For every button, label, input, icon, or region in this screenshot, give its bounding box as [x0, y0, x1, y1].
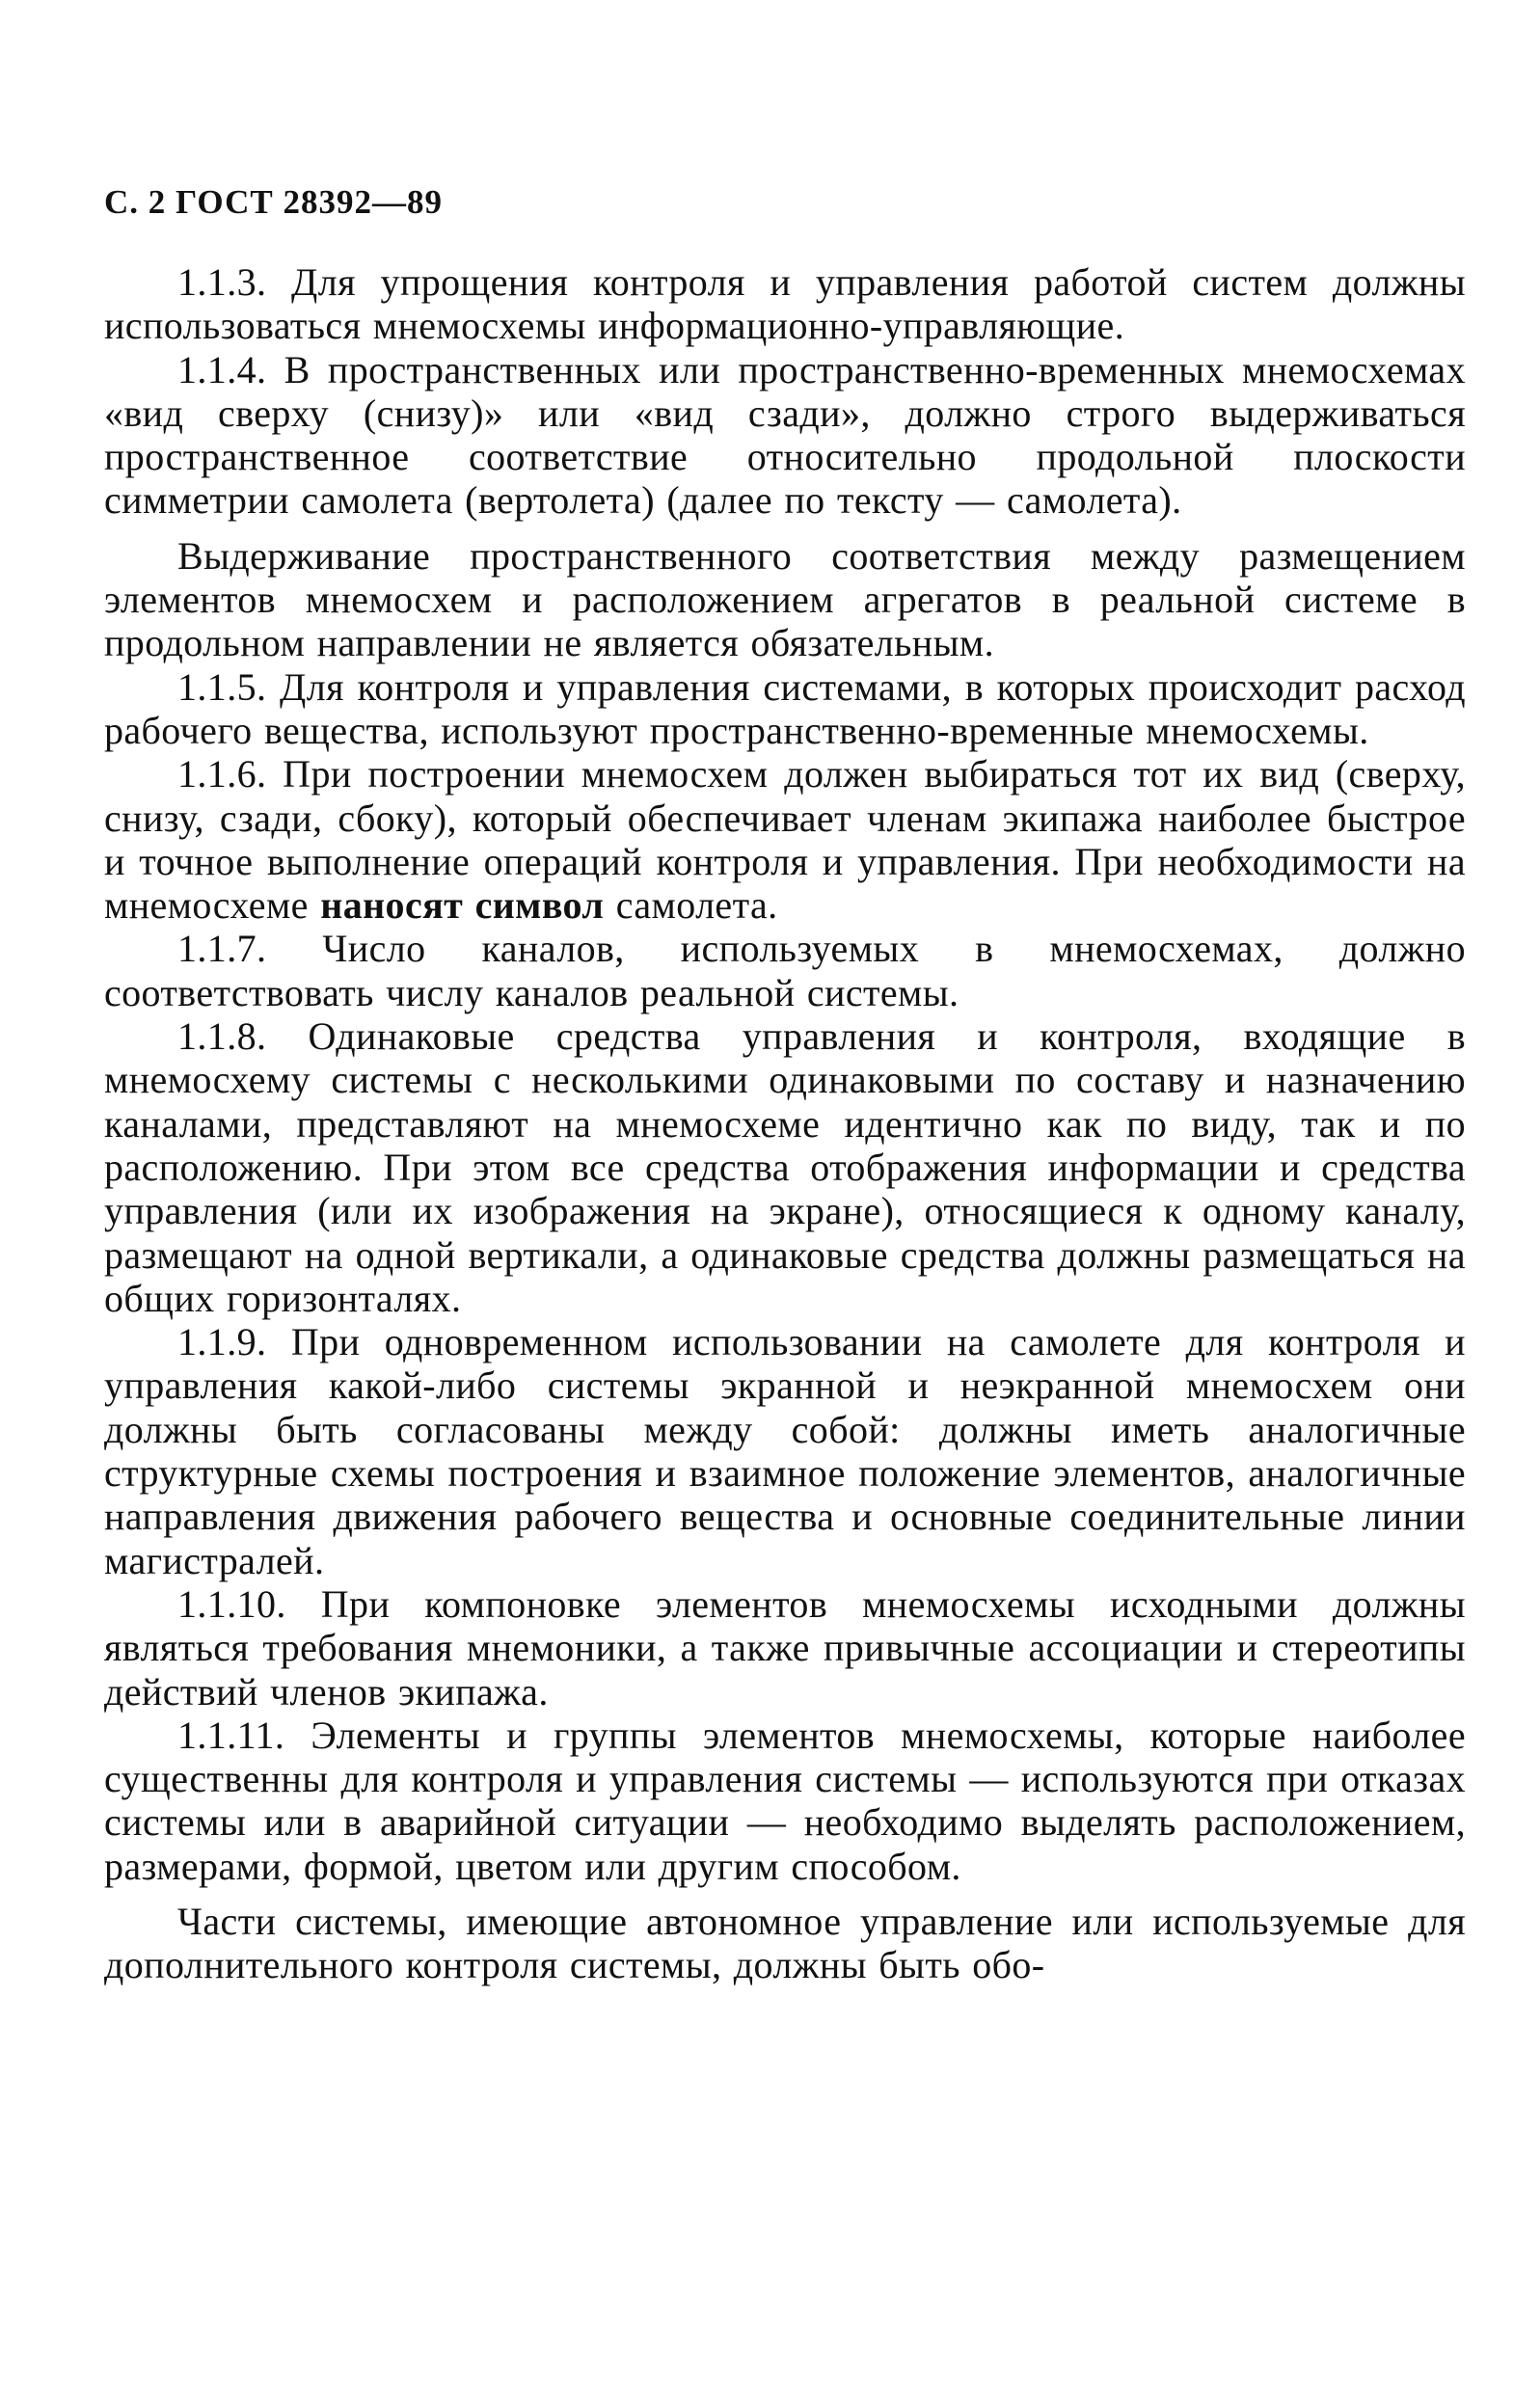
- paragraph-1-1-3: 1.1.3. Для упрощения контроля и управления работой систем должны использоваться мнемосхемы информационно-управляющие.: [104, 260, 1466, 348]
- body-text: [104, 260, 1466, 1987]
- paragraph-1-1-6: [104, 752, 1466, 927]
- paragraph-1-1-6-end: самолета.: [615, 883, 778, 928]
- paragraph-1-1-6-bold: наносят символ: [320, 883, 605, 928]
- paragraph-1-1-5: 1.1.5. Для контроля и управления системами, в которых происходит расход рабочего вещества, используют пространственно-временные мнемосхемы.: [104, 664, 1466, 752]
- running-header: С. 2 ГОСТ 28392—89: [104, 183, 443, 221]
- paragraph-1-1-11: 1.1.11. Элементы и группы элементов мнемосхемы, которые наиболее существенны для контроля и управления системы — используются при отказах системы или в аварийной ситуации — необходимо выделять расположением, размерами, формой, цветом или другим способом.: [104, 1713, 1466, 1888]
- paragraph-1-1-6-start: 1.1.6. При построении мнемосхем должен выбираться тот их вид (сверху, снизу, сзади, сбоку), который обеспечивает членам экипажа наиболее быстрое и точное выполнение операций контроля и управления. При необходимости на мнемосхеме: [104, 752, 1466, 928]
- paragraph-1-1-11-continued: Части системы, имеющие автономное управление или используемые для дополнительного контроля системы, должны быть обо-: [104, 1899, 1466, 1987]
- paragraph-1-1-8: 1.1.8. Одинаковые средства управления и контроля, входящие в мнемосхему системы с несколькими одинаковыми по составу и назначению каналами, представляют на мнемосхеме идентично как по виду, так и по расположению. При этом все средства отображения информации и средства управления (или их изображения на экране), относящиеся к одному каналу, размещают на одной вертикали, а одинаковые средства должны размещаться на общих горизонталях.: [104, 1014, 1466, 1320]
- paragraph-1-1-9: 1.1.9. При одновременном использовании на самолете для контроля и управления какой-либо системы экранной и неэкранной мнемосхем они должны быть согласованы между собой: должны иметь аналогичные структурные схемы построения и взаимное положение элементов, аналогичные направления движения рабочего вещества и основные соединительные линии магистралей.: [104, 1320, 1466, 1582]
- paragraph-1-1-4-continued: Выдерживание пространственного соответствия между размещением элементов мнемосхем и расположением агрегатов в реальной системе в продольном направлении не является обязательным.: [104, 533, 1466, 665]
- paragraph-1-1-10: 1.1.10. При компоновке элементов мнемосхемы исходными должны являться требования мнемоники, а также привычные ассоциации и стереотипы действий членов экипажа.: [104, 1581, 1466, 1714]
- paragraph-1-1-4: 1.1.4. В пространственных или пространственно-временных мнемосхемах «вид сверху (снизу)» или «вид сзади», должно строго выдерживаться пространственное соответствие относительно продольной плоскости симметрии самолета (вертолета) (далее по тексту — самолета).: [104, 347, 1466, 523]
- paragraph-1-1-7: 1.1.7. Число каналов, используемых в мнемосхемах, должно соответствовать числу каналов реальной системы.: [104, 927, 1466, 1014]
